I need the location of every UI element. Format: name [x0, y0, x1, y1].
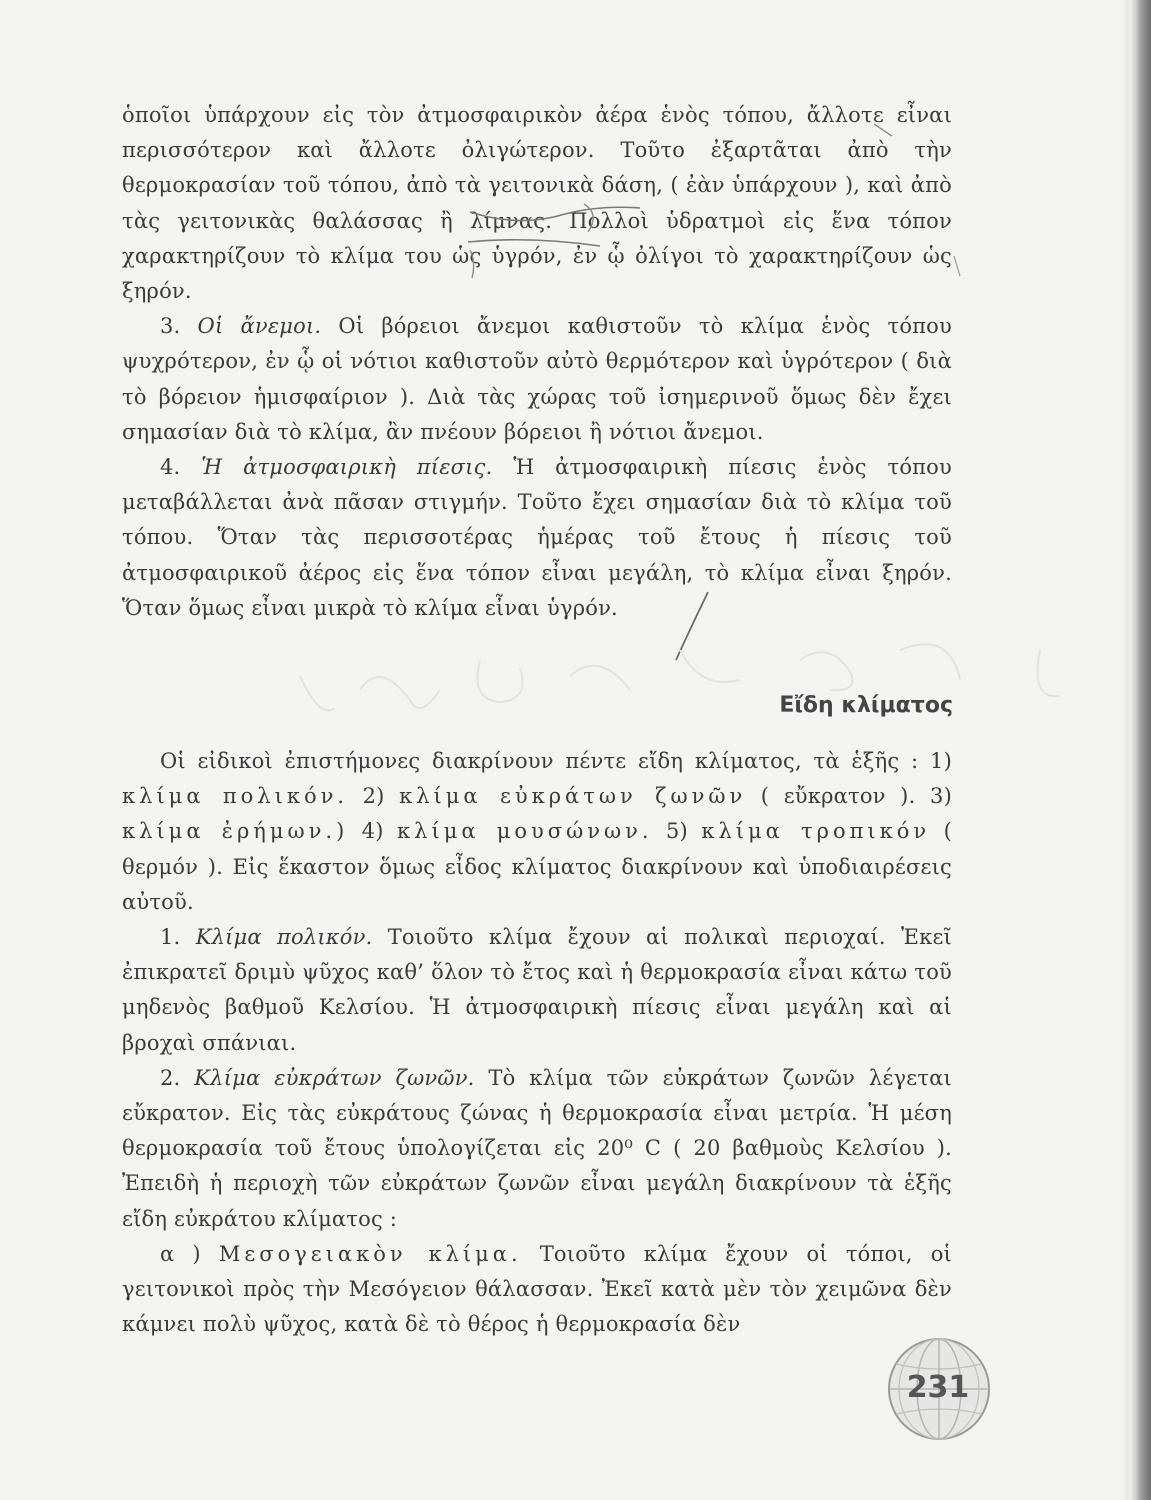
paragraph-title: Οἱ ἄνεμοι.	[197, 314, 322, 339]
underline-stroke	[468, 240, 600, 246]
paragraph-number: 1.	[160, 925, 181, 950]
paragraph-number: 4.	[160, 455, 181, 480]
paragraph-number: 2.	[160, 1065, 181, 1090]
page-number: 231	[906, 1370, 970, 1405]
paragraph-title: Κλίμα πολικόν.	[195, 925, 373, 950]
paragraph-humidity: ὁποῖοι ὑπάρχουν εἰς τὸν ἀτμοσφαιρικὸν ἀέρα ἑνὸς τόπου, ἄλλοτε εἶναι περισσότερον καὶ ἄλλοτε ὀλιγώτερον. Τοῦτο ἐξαρτᾶται ἀπὸ τὴν θερμοκρασίαν τοῦ τόπου, ἀπὸ τὰ γειτονικὰ δάση, ( ἐὰν ὑπάρχουν ), καὶ ἀπὸ τὰς γειτονικὰς θαλάσσας ἢ λίμνας. Πολλοὶ ὑδρατμοὶ εἰς ἕνα τόπον χαρακτηρίζουν τὸ κλίμα του ὡς ὑγρόν, ἐν ᾧ ὀλίγοι τὸ χαρακτηρίζουν ὡς ξηρόν.	[122, 103, 952, 304]
paragraph-body: Τοιοῦτο κλίμα ἔχουν οἱ τόποι, οἱ γειτονικοὶ πρὸς τὴν Μεσόγειον θάλασσαν. Ἐκεῖ κατὰ μὲν τὸν χειμῶνα δὲν κάμνει πολὺ ψῦχος, κατὰ δὲ τὸ θέρος ἡ θερμοκρασία δὲν	[122, 1241, 952, 1337]
paragraph-title: Ἡ ἀτμοσφαιρικὴ πίεσις.	[201, 455, 493, 480]
paragraph-title: Μεσογειακὸν κλίμα.	[218, 1241, 522, 1266]
section-heading: Εἴδη κλίματος	[779, 693, 953, 718]
paragraph-climate-types: Οἱ εἰδικοὶ ἐπιστήμονες διακρίνουν πέντε εἴδη κλίματος, τὰ ἑξῆς : 1) κλίμα πολικόν. 2) κλίμα εὐκράτων ζωνῶν ( εὔκρατον ). 3) κλίμα ἐρήμων.) 4) κλίμα μουσώνων. 5) κλίμα τροπικόν ( θερμόν ). Εἰς ἕκαστον ὅμως εἶδος κλίματος διακρίνουν καὶ ὑποδιαιρέσεις αὐτοῦ.	[122, 749, 952, 914]
check-stroke	[874, 124, 892, 136]
faint-handwriting	[300, 644, 1060, 710]
page-binding-edge	[1129, 0, 1151, 1500]
paragraph-number: 3.	[160, 314, 181, 339]
paragraph-title: Κλίμα εὐκράτων ζωνῶν.	[194, 1065, 475, 1090]
bracket-stroke	[470, 250, 474, 278]
page-edge-shadow	[1121, 0, 1129, 1500]
underline-stroke	[470, 207, 640, 220]
paragraph-body: Τὸ κλίμα τῶν εὐκράτων ζωνῶν λέγεται εὔκρατον. Εἰς τὰς εὐκράτους ζώνας ἡ θερμοκρασία εἶναι μετρία. Ἡ μέση θερμοκρασία τοῦ ἔτους ὑπολογίζεται εἰς 20⁰ C ( 20 βαθμοὺς Κελσίου ). Ἐπειδὴ ἡ περιοχὴ τῶν εὐκράτων ζωνῶν εἶναι μεγάλη διακρίνουν τὰ ἑξῆς εἴδη εὐκράτου κλίματος :	[122, 1065, 952, 1231]
paragraph-body: Οἱ βόρειοι ἄνεμοι καθιστοῦν τὸ κλίμα ἑνὸς τόπου ψυχρότερον, ἐν ᾧ οἱ νότιοι καθιστοῦν αὐτὸ θερμότερον καὶ ὑγρότερον ( διὰ τὸ βόρειον ἡμισφαίριον ). Διὰ τὰς χώρας τοῦ ἰσημερινοῦ ὅμως δὲν ἔχει σημασίαν διὰ τὸ κλίμα, ἂν πνέουν βόρειοι ἢ νότιοι ἄνεμοι.	[122, 314, 952, 444]
margin-mark	[954, 256, 960, 276]
paragraph-body: Τοιοῦτο κλίμα ἔχουν αἱ πολικαὶ περιοχαί. Ἐκεῖ ἐπικρατεῖ δριμὺ ψῦχος καθ’ ὅλον τὸ ἔτος καὶ ἡ θερμοκρασία εἶναι κάτω τοῦ μηδενὸς βαθμοῦ Κελσίου. Ἡ ἀτμοσφαιρικὴ πίεσις εἶναι μεγάλη καὶ αἱ βροχαὶ σπάνιαι.	[122, 925, 952, 1055]
paragraph-number: α )	[160, 1241, 201, 1266]
paragraph-body: Ἡ ἀτμοσφαιρικὴ πίεσις ἑνὸς τόπου μεταβάλλεται ἀνὰ πᾶσαν στιγμήν. Τοῦτο ἔχει σημασίαν διὰ τὸ κλίμα τοῦ τόπου. Ὅταν τὰς περισσοτέρας ἡμέρας τοῦ ἔτους ἡ πίεσις τοῦ ἀτμοσφαιρικοῦ ἀέρος εἰς ἕνα τόπον εἶναι μεγάλη, τὸ κλίμα εἶναι ξηρόν. Ὅταν ὅμως εἶναι μικρὰ τὸ κλίμα εἶναι ὑγρόν.	[122, 455, 952, 620]
